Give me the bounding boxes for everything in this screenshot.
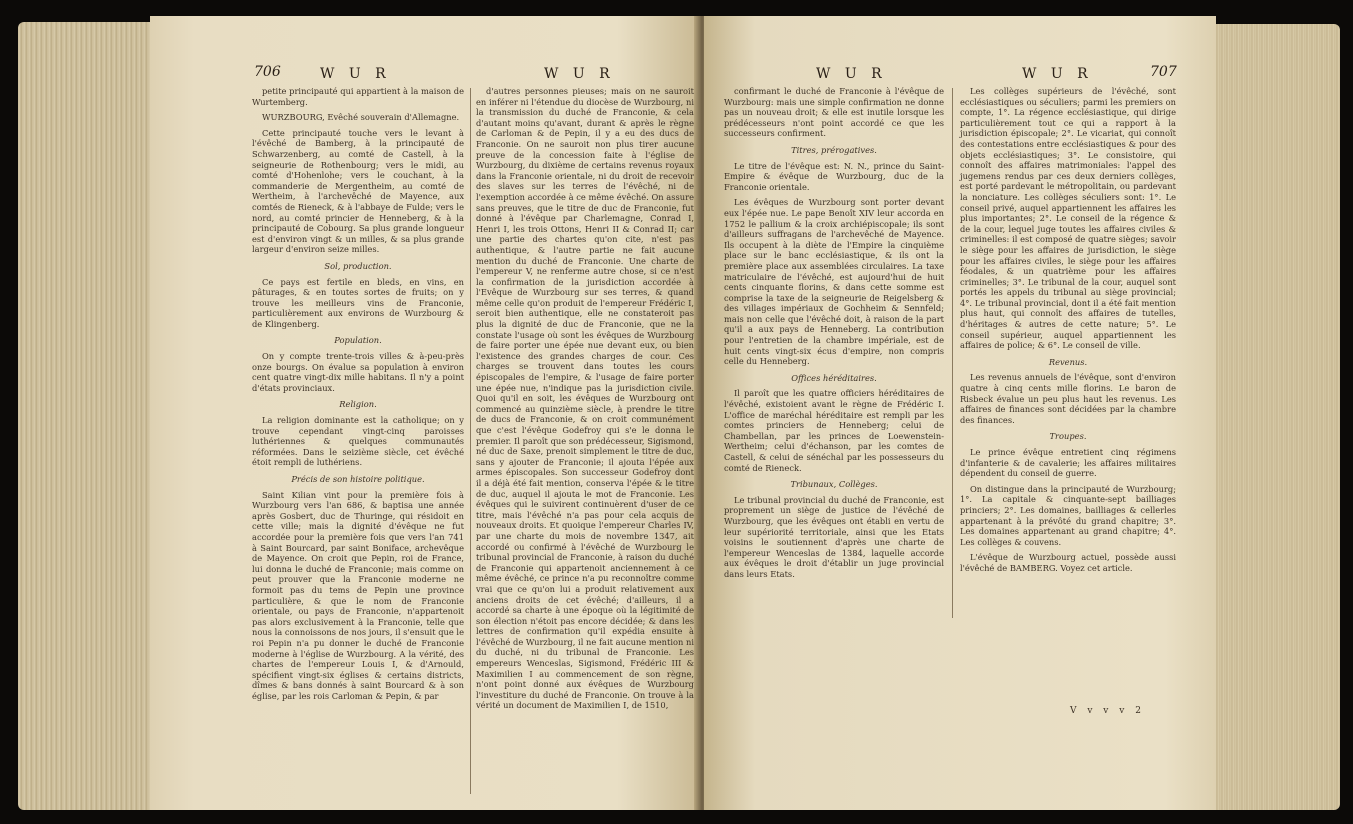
paragraph: petite principauté qui appartient à la maison de Wurtemberg. <box>252 86 464 107</box>
paragraph: Ce pays est fertile en bleds, en vins, en pâturages, & en toutes sortes de fruits; on y trouve les meilleurs vins de Franconie, particulièrement aux environs de Wurzbourg & de Klingenberg. <box>252 276 464 329</box>
left-page-edges <box>18 22 158 810</box>
section-heading: Tribunaux, Collèges. <box>790 479 878 490</box>
paragraph: Les évêques de Wurzbourg sont porter devant eux l'épée nue. Le pape Benoît XIV leur accorda en 1752 le pallium & la croix archiépiscopale; ils sont d'ailleurs suffragans de l'archevêché de Mayence. Ils occupent à la diète de l'Empire la cinquième place sur le banc ecclésiastique, & ils ont la première place aux assemblées circulaires. La taxe matriculaire de l'évêché, est aujourd'hui de huit cents cinquante florins, & dans cette somme est comprise la taxe de la seigneurie de Reigelsberg & des villages impériaux de Gochheim & Sennfeld; mais non celle que l'évêché doit, à raison de la part qu'il a aux pays de Henneberg. La contribution pour l'entretien de la chambre impériale, est de huit cents vingt-six écus d'empire, non compris celle du Henneberg. <box>724 197 944 367</box>
paragraph: d'autres personnes pieuses; mais on ne sauroit en inférer ni l'étendue du diocèse de Wurzbourg, ni la transmission du duché de Franconie, & cela d'autant moins qu'avant, durant & après le règne de Carloman & de Pepin, il y a eu des ducs de Franconie. On ne sauroit non plus tirer aucune preuve de la concession faite à l'église de Wurzbourg, du dixième de certains revenus royaux dans la Franconie orientale, ni du droit de recevoir des slaves sur les terres de l'évêché, ni de l'exemption accordée à ce même évêché. On assure sans preuves, que le titre de duc de Franconie, fut donné à l'évêque par Charlemagne, Conrad I, Henri I, les trois Ottons, Henri II & Conrad II; car une partie des chartes qu'on cite, n'est pas authentique, & l'autre partie ne fait aucune mention du duché de Franconie. Une charte de l'empereur V, ne renferme autre chose, si ce n'est la confirmation de la jurisdiction accordée à l'Evêque de Wurzbourg sur ses terres, & quand même celle qu'on produit de l'empereur Frédéric I, seroit bien authentique, elle ne constateroit pas plus la dignité de duc de Franconie, que ne la constate l'usage où sont les évêques de Wurzbourg de faire porter une épée nue devant eux, ou bien l'existence des grandes charges de cour. Ces charges se trouvent dans toutes les cours épiscopales de l'empire, & l'usage de faire porter une épée nue, n'indique pas la jurisdiction civile. Quoi qu'il en soit, les évêques de Wurzbourg ont commencé au quinzième siècle, à prendre le titre de ducs de Franconie, & on croit communément que c'est l'évêque Godefroy qui s'e le donna le premier. Il paroît que son prédécesseur, Sigismond, né duc de Saxe, prenoit simplement le titre de duc, sans y ajouter de Franconie; il ajouta l'épée aux armes épiscopales. Son successeur Godefroy dont il a déjà été fait mention, conserva l'épée & le titre de duc, auquel il ajouta le mot de Franconie. Les évêques qui le suivirent continuèrent d'user de ce titre, mais l'évêché n'a pas pour cela acquis de nouveaux droits. Et quoique l'empereur Charles IV, par une charte du mois de novembre 1347, ait accordé ou confirmé à l'évêché de Wurzbourg le tribunal provincial de Franconie, à raison du duché de Franconie qui appartenoit anciennement à ce même évêché, ce prince n'a pu reconnoître comme vrai que ce qu'on lui a produit relativement aux anciens droits de cet évêché; d'ailleurs, il a accordé sa charte à une époque où la légitimité de son élection n'étoit pas encore décidée; & dans les lettres de confirmation qu'il expédia ensuite à l'évêché de Wurzbourg, il ne fait aucune mention ni du duché, ni du tribunal de Franconie. Les empereurs Wenceslas, Sigismond, Frédéric III & Maximilien I au commencement de son règne, n'ont point donné aux évêques de Wurzbourg l'investiture du duché de Franconie. On trouve à la vérité un document de Maximilien I, de 1510, <box>476 86 694 711</box>
section-heading: Offices héréditaires. <box>791 372 877 383</box>
section-heading: Sol, production. <box>324 260 392 271</box>
section-heading: Population. <box>334 335 382 346</box>
right-page <box>704 16 1216 810</box>
paragraph: WURZBOURG, Evêché souverain d'Allemagne. <box>262 112 460 123</box>
running-head-right-col2: W U R <box>1022 66 1093 82</box>
section-heading: Titres, prérogatives. <box>791 144 877 155</box>
left-page <box>150 16 700 810</box>
running-head-left-col2: W U R <box>544 66 615 82</box>
paragraph: Cette principauté touche vers le levant à l'évêché de Bamberg, à la principauté de Schwarzenberg, au comté de Castell, à la seigneurie de Rothenbourg; vers le midi, au comté d'Hohenlohe; vers le couchant, à la commanderie de Mergentheim, au comté de Wertheim, à l'archevêché de Mayence, aux comtés de Rieneck, & à l'abbaye de Fulde; vers le nord, au comté princier de Henneberg, & à la principauté de Cobourg. Sa plus grande longueur est d'environ vingt & un milles, & sa plus grande largeur d'environ seize milles. <box>252 127 464 255</box>
paragraph: On y compte trente-trois villes & à-peu-près onze bourgs. On évalue sa population à environ cent quatre vingt-dix mille habitans. Il n'y a point d'états provinciaux. <box>252 351 464 393</box>
paragraph: Les revenus annuels de l'évêque, sont d'environ quatre à cinq cents mille florins. Le baron de Risbeck évalue un peu plus haut les revenus. Les affaires de finances sont décidées par la chambre des finances. <box>960 372 1176 425</box>
paragraph: Le tribunal provincial du duché de Franconie, est proprement un siège de justice de l'évêché de Wurzbourg, que les évêques ont établi en vertu de leur supériorité territoriale, ainsi que les Etats voisins le soutiennent d'après une charte de l'empereur Wenceslas de 1384, laquelle accorde aux évêques le droit d'établir un juge provincial dans leurs Etats. <box>724 494 944 579</box>
page-number-right: 707 <box>1150 64 1177 80</box>
left-page-column-1 <box>252 86 464 706</box>
open-book <box>18 10 1340 816</box>
running-head-left-col1: W U R <box>320 66 391 82</box>
paragraph: confirmant le duché de Franconie à l'évêque de Wurzbourg: mais une simple confirmation ne donne pas un nouveau droit; & elle est inutile lorsque les prédécesseurs n'ont point accordé ce que les successeurs confirment. <box>724 86 944 139</box>
section-heading: Revenus. <box>1048 356 1088 367</box>
right-page-column-1 <box>724 86 944 585</box>
paragraph: Le prince évêque entretient cinq régimens d'infanterie & de cavalerie; les affaires militaires dépendent du conseil de guerre. <box>960 447 1176 479</box>
section-heading: Précis de son histoire politique. <box>291 474 425 484</box>
paragraph: Il paroît que les quatre officiers héréditaires de l'évêché, existoient avant le règne de Frédéric I. L'office de maréchal héréditaire est rempli par les comtes princiers de Henneberg; celui de Chambellan, par les princes de Loewenstein-Wertheim; celui d'échanson, par les comtes de Castell, & celui de sénéchal par les possesseurs du comté de Rieneck. <box>724 388 944 473</box>
running-head-right-col1: W U R <box>816 66 887 82</box>
column-divider <box>952 88 953 618</box>
paragraph: Les collèges supérieurs de l'évêché, sont ecclésiastiques ou séculiers; parmi les premiers on compte, 1°. La régence ecclésiastique, qui dirige particulièrement tout ce qui a rapport à la jurisdiction épiscopale; 2°. Le vicariat, qui connoît des contestations entre ecclésiastiques & pour des objets ecclésiastiques; 3°. Le consistoire, qui connoît des affaires matrimoniales: l'appel des jugemens rendus par ces deux derniers collèges, est porté pardevant le métropolitain, ou pardevant la nonciature. Les collèges séculiers sont: 1°. Le conseil privé, auquel appartiennent les affaires les plus importantes; 2°. Le conseil de la régence & de la cour, lequel juge toutes les affaires civiles & criminelles: il est composé de quatre sièges; savoir le siège pour les affaires de jurisdiction, le siège pour les affaires civiles, le siège pour les affaires féodales, & un quatrième pour les affaires criminelles; 3°. Le tribunal de la cour, auquel sont portés les appels du tribunal au siège provincial; 4°. Le tribunal provincial, dont il a été fait mention plus haut, qui connoît des affaires de tutelles, d'héritages & autres de cette nature; 5°. Le conseil supérieur, auquel appartiennent les affaires de police; & 6°. Le conseil de ville. <box>960 86 1176 351</box>
left-page-column-2 <box>476 86 694 716</box>
paragraph: On distingue dans la principauté de Wurzbourg; 1°. La capitale & cinquante-sept bailliages princiers; 2°. Les domaines, bailliages & cellerles appartenant à la prévôté du grand chapitre; 3°. Les domaines appartenant au grand chapitre; 4°. Les collèges & couvens. <box>960 483 1176 547</box>
right-page-column-2 <box>960 86 1176 579</box>
paragraph: L'évêque de Wurzbourg actuel, possède aussi l'évêché de BAMBERG. Voyez cet article. <box>960 552 1176 573</box>
section-heading: Religion. <box>339 399 377 410</box>
page-number-left: 706 <box>254 64 281 80</box>
signature-mark: V v v v 2 <box>1070 706 1145 716</box>
paragraph: La religion dominante est la catholique; on y trouve cependant vingt-cinq paroisses luthériennes & quelques communautés réformées. Dans le seizième siècle, cet évêché étoit rempli de luthériens. <box>252 415 464 468</box>
paragraph: Saint Kilian vint pour la première fois à Wurzbourg vers l'an 686, & baptisa une année après Gosbert, duc de Thuringe, qui résidoit en cette ville; mais la dignité d'évêque ne fut accordée pour la première fois que vers l'an 741 à Saint Bourcard, par saint Boniface, archevêque de Mayence. On croit que Pepin, roi de France, lui donna le duché de Franconie; mais comme on peut prouver que la Franconie moderne ne formoit pas du tems de Pepin une province particulière, & que le nom de Franconie orientale, ou pays de Franconie, n'appartenoit pas alors exclusivement à la Franconie, telle que nous la connoissons de nos jours, il s'ensuit que le roi Pepin n'a pu donner le duché de Franconie moderne à l'église de Wurzbourg. A la vérité, des chartes de l'empereur Louis I, & d'Arnould, spécifient vingt-six églises & certains districts, dîmes & bans donnés à saint Bourcard & à son église, par les rois Carloman & Pepin, & par <box>252 489 464 701</box>
column-divider <box>470 88 471 794</box>
paragraph: Le titre de l'évêque est: N. N., prince du Saint-Empire & évêque de Wurzbourg, duc de la Franconie orientale. <box>724 160 944 192</box>
section-heading: Troupes. <box>1049 431 1087 442</box>
